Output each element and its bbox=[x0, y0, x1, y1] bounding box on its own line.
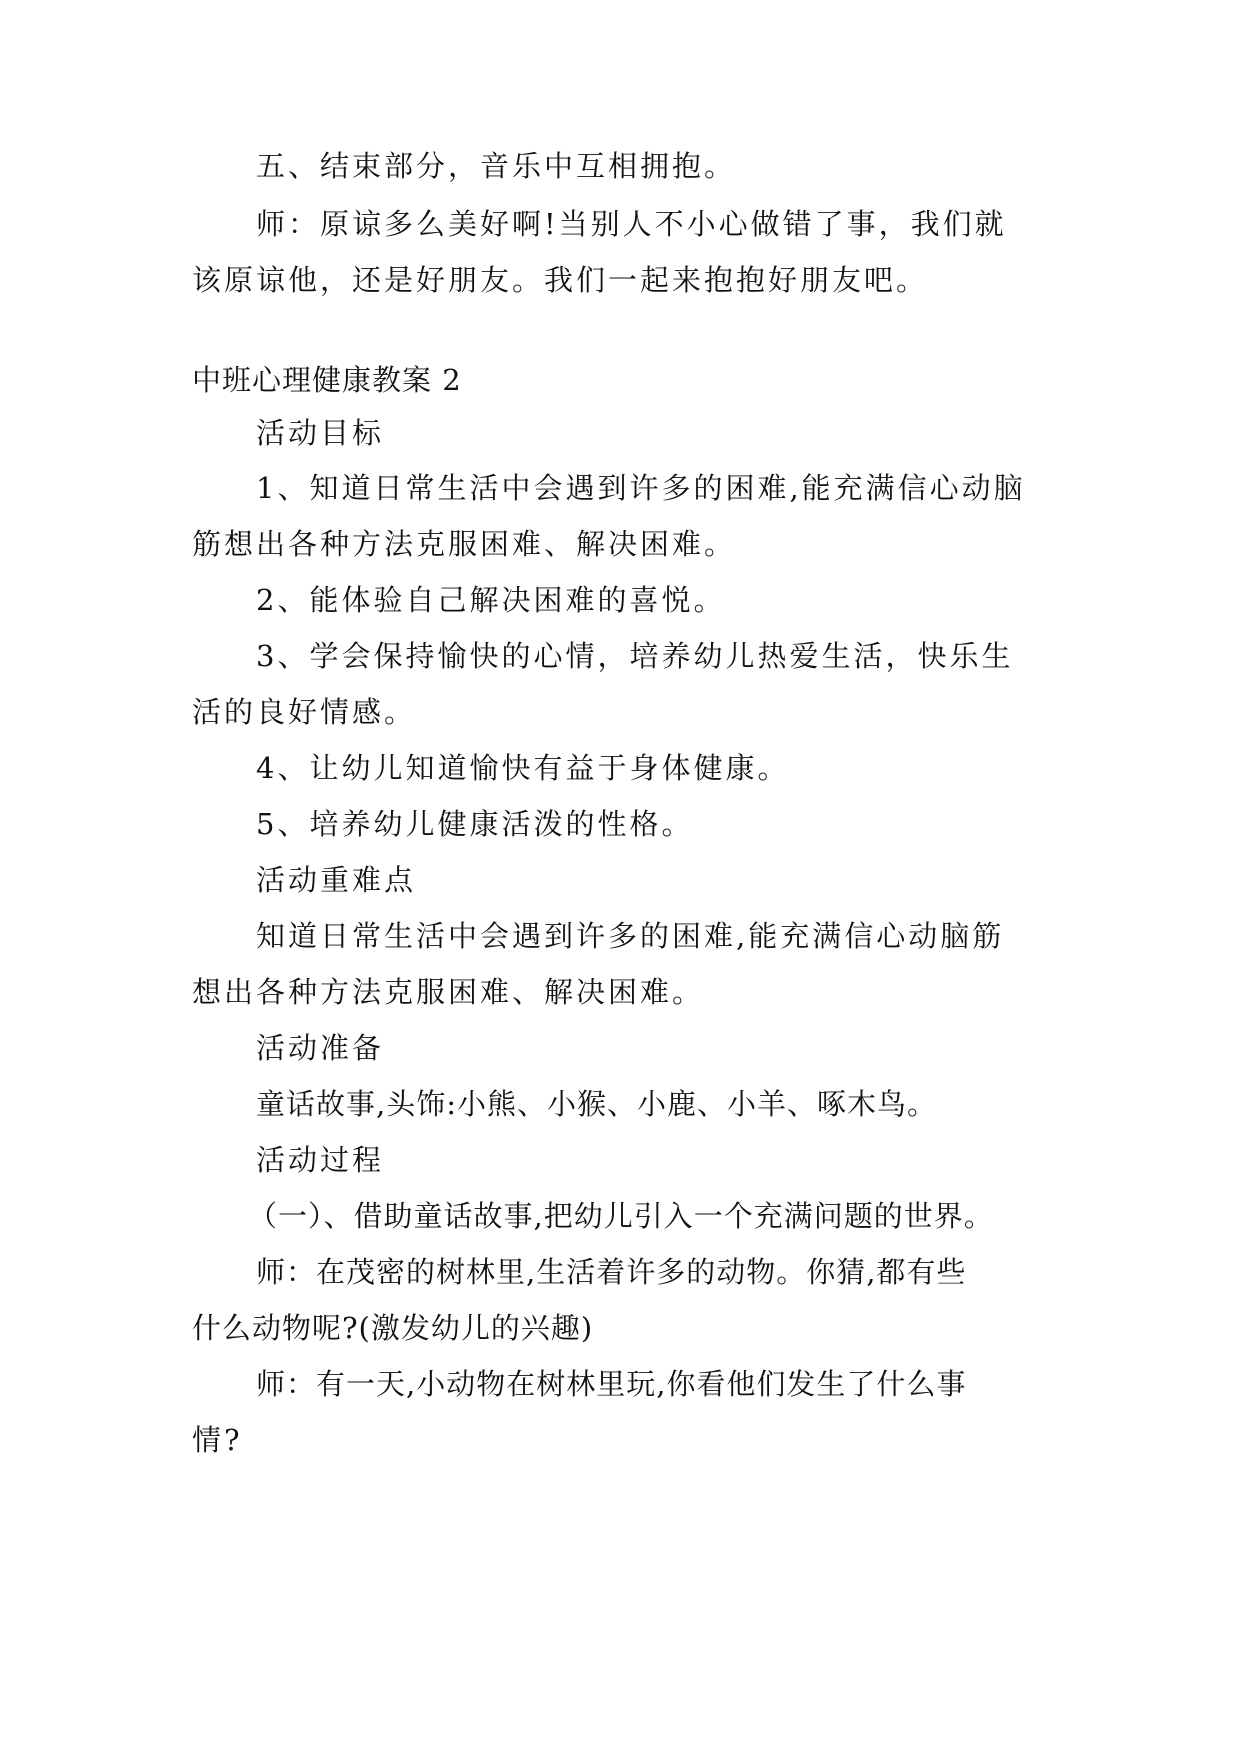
key-points-text: 知道日常生活中会遇到许多的困难,能充满信心动脑筋 bbox=[256, 919, 1005, 953]
teacher-line: 师：原谅多么美好啊!当别人不小心做错了事，我们就 bbox=[256, 207, 1007, 241]
goal-1: 1、知道日常生活中会遇到许多的困难,能充满信心动脑 bbox=[256, 471, 1026, 505]
preparation-heading: 活动准备 bbox=[256, 1031, 385, 1065]
preparation-text: 童话故事,头饰:小熊、小猴、小鹿、小羊、啄木鸟。 bbox=[256, 1087, 937, 1121]
goal-1-continued: 筋想出各种方法克服困难、解决困难。 bbox=[192, 527, 737, 561]
teacher-question-2: 师：有一天,小动物在树林里玩,你看他们发生了什么事 bbox=[256, 1367, 967, 1401]
teacher-question-1-continued: 什么动物呢?(激发幼儿的兴趣) bbox=[192, 1311, 594, 1345]
goals-heading: 活动目标 bbox=[256, 416, 385, 450]
process-heading: 活动过程 bbox=[256, 1143, 385, 1177]
key-points-heading: 活动重难点 bbox=[256, 863, 417, 897]
teacher-line-continued: 该原谅他，还是好朋友。我们一起来抱抱好朋友吧。 bbox=[192, 263, 929, 297]
goal-4: 4、让幼儿知道愉快有益于身体健康。 bbox=[256, 751, 790, 785]
section-five-heading: 五、结束部分，音乐中互相拥抱。 bbox=[256, 149, 737, 183]
goal-3: 3、学会保持愉快的心情，培养幼儿热爱生活，快乐生 bbox=[256, 639, 1014, 673]
process-step-1: （一）、借助童话故事,把幼儿引入一个充满问题的世界。 bbox=[248, 1199, 994, 1233]
lesson-plan-title: 中班心理健康教案 2 bbox=[192, 363, 462, 397]
goal-2: 2、能体验自己解决困难的喜悦。 bbox=[256, 583, 726, 617]
goal-5: 5、培养幼儿健康活泼的性格。 bbox=[256, 807, 694, 841]
key-points-text-continued: 想出各种方法克服困难、解决困难。 bbox=[192, 975, 705, 1009]
goal-3-continued: 活的良好情感。 bbox=[192, 695, 417, 729]
teacher-question-2-continued: 情? bbox=[192, 1423, 243, 1457]
teacher-question-1: 师：在茂密的树林里,生活着许多的动物。你猜,都有些 bbox=[256, 1255, 967, 1289]
